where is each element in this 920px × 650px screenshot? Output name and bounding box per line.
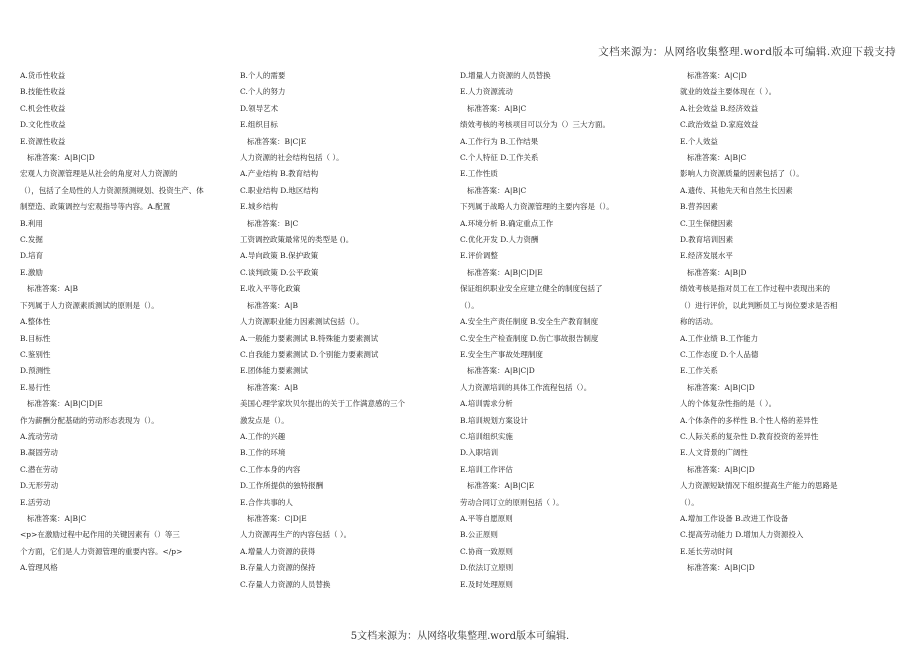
option-line: E.及时处理原则 xyxy=(460,579,513,589)
option-line: D.文化性收益 xyxy=(20,120,66,130)
answer-line: 标准答案：A|B xyxy=(247,382,298,392)
option-line: C.政治效益 D.家庭效益 xyxy=(680,120,759,130)
page-header: 文档来源为：从网络收集整理.word版本可编辑.欢迎下载支持 xyxy=(598,46,896,58)
answer-line: 标准答案：A|B xyxy=(27,284,78,294)
answer-line: 标准答案：A|B|C|E xyxy=(467,481,535,491)
option-line: C.鉴别性 xyxy=(20,349,51,359)
option-line: A.一般能力要素测试 B.特殊能力要素测试 xyxy=(240,333,379,343)
option-line: A.工作的兴趣 xyxy=(240,431,286,441)
question-line: <p>在激励过程中起作用的关键因素有（）等三 xyxy=(20,530,180,540)
question-line: 绩效考核是指对员工在工作过程中表现出来的 xyxy=(680,284,830,294)
option-line: E.团体能力要素测试 xyxy=(240,366,308,376)
option-line: C.协商一致原则 xyxy=(460,546,513,556)
question-line: （）。 xyxy=(460,300,479,310)
question-line: 作为薪酬分配基础的劳动形态表现为（）。 xyxy=(20,415,159,425)
option-line: C.个人的努力 xyxy=(240,87,286,97)
option-line: E.培训工作评估 xyxy=(460,464,513,474)
option-line: C.自我能力要素测试 D.个别能力要素测试 xyxy=(240,349,379,359)
answer-line: 标准答案：B|C xyxy=(247,218,299,228)
option-line: C.培训组织实施 xyxy=(460,431,513,441)
option-line: E.评价调整 xyxy=(460,251,498,261)
question-line: （）进行评价，以此判断员工与岗位要求是否相 xyxy=(680,300,838,310)
option-line: C.存量人力资源的人员替换 xyxy=(240,579,331,589)
option-line: D.无形劳动 xyxy=(20,481,59,491)
option-line: A.工作业绩 B.工作能力 xyxy=(680,333,759,343)
question-line: 人力资源短缺情况下组织提高生产能力的思路是 xyxy=(680,481,838,491)
option-line: A.培训需求分析 xyxy=(460,399,513,409)
option-line: B.工作的环境 xyxy=(240,448,286,458)
answer-line: 标准答案：A|B|C|D xyxy=(687,464,755,474)
option-line: B.营养因素 xyxy=(680,202,718,212)
option-line: D.依法订立原则 xyxy=(460,563,514,573)
answer-line: 标准答案：B|C|E xyxy=(247,136,307,146)
answer-line: 标准答案：A|B|C|D xyxy=(27,153,95,163)
question-line: 保证组织职业安全应建立健全的制度包括了 xyxy=(460,284,603,294)
option-line: B.培训规划方案设计 xyxy=(460,415,528,425)
option-line: D.领导艺术 xyxy=(240,103,279,113)
option-line: C.潜在劳动 xyxy=(20,464,58,474)
option-line: D.教育培训因素 xyxy=(680,235,734,245)
option-line: B.目标性 xyxy=(20,333,51,343)
option-line: E.工作关系 xyxy=(680,366,718,376)
question-line: 人力资源再生产的内容包括（ ）。 xyxy=(240,530,352,540)
answer-line: 标准答案：A|B|C xyxy=(467,185,527,195)
option-line: C.机会性收益 xyxy=(20,103,66,113)
option-line: E.延长劳动时间 xyxy=(680,546,733,556)
answer-line: 标准答案：A|C|D xyxy=(687,71,747,80)
option-line: C.安全生产检查制度 D.伤亡事故报告制度 xyxy=(460,333,599,343)
option-line: A.流动劳动 xyxy=(20,431,58,441)
answer-line: 标准答案：A|B|C|D xyxy=(687,382,755,392)
option-line: D.增量人力资源的人员替换 xyxy=(460,71,551,80)
answer-line: 标准答案：A|B|C xyxy=(467,103,527,113)
option-line: C.谈判政策 D.公平政策 xyxy=(240,267,319,277)
column-3 xyxy=(460,68,670,593)
answer-line: 标准答案：A|B|C|D|E xyxy=(467,267,543,277)
question-line: 工资调控政策最常见的类型是 ()。 xyxy=(240,235,354,245)
option-line: D.工作所提供的独特报酬 xyxy=(240,481,324,491)
question-line: 下列属于战略人力资源管理的主要内容是（）。 xyxy=(460,202,614,212)
option-line: E.经济发展水平 xyxy=(680,251,733,261)
question-line: 就业的效益主要体现在（ ）。 xyxy=(680,87,777,97)
column-4 xyxy=(680,68,900,577)
option-line: E.人文背景的广阔性 xyxy=(680,448,748,458)
column-2 xyxy=(240,68,450,593)
question-line: 绩效考核的考核项目可以分为（）三大方面。 xyxy=(460,120,610,130)
option-line: C.人际关系的复杂性 D.教育投资的差异性 xyxy=(680,431,819,441)
option-line: E.易行性 xyxy=(20,382,51,392)
answer-line: 标准答案：A|B|C|D|E xyxy=(27,399,103,409)
option-line: E.个人效益 xyxy=(680,136,718,146)
question-line: 激发点是（）。 xyxy=(240,415,289,425)
answer-line: 标准答案：C|D|E xyxy=(247,513,307,523)
option-line: B.利用 xyxy=(20,218,43,228)
question-line: 制塑造、政策调控与宏观指导等内容。A.配置 xyxy=(20,202,171,212)
option-line: E.收入平等化政策 xyxy=(240,284,301,294)
question-line: 人力资源的社会结构包括（ ）。 xyxy=(240,153,344,163)
option-line: C.工作本身的内容 xyxy=(240,464,301,474)
option-line: E.激励 xyxy=(20,267,43,277)
option-line: C.卫生保健因素 xyxy=(680,218,733,228)
answer-line: 标准答案：A|B|C|D xyxy=(687,563,755,573)
option-line: A.货币性收益 xyxy=(20,71,66,80)
answer-line: 标准答案：A|B|C xyxy=(687,153,747,163)
page-footer: 5文档来源为：从网络收集整理.word版本可编辑. xyxy=(350,631,570,642)
answer-line: 标准答案：A|B|C|D xyxy=(467,366,535,376)
question-line: 影响人力资源质量的因素包括了（）。 xyxy=(680,169,804,179)
option-line: A.管理风格 xyxy=(20,563,58,573)
option-line: E.组织目标 xyxy=(240,120,278,130)
option-line: A.工作行为 B.工作结果 xyxy=(460,136,539,146)
question-line: 宏观人力资源管理是从社会的角度对人力资源的 xyxy=(20,169,178,179)
option-line: C.工作态度 D.个人品德 xyxy=(680,349,759,359)
option-line: A.导向政策 B.保护政策 xyxy=(240,251,319,261)
question-line: （），包括了全局性的人力资源预测规划、投资生产、体 xyxy=(20,185,204,195)
option-line: C.发掘 xyxy=(20,235,43,245)
option-line: A.增量人力资源的获得 xyxy=(240,546,316,556)
question-line: 美国心理学家坎贝尔提出的关于工作满意感的三个 xyxy=(240,399,405,409)
question-line: 个方面，它们是人力资源管理的重要内容。</p> xyxy=(20,546,183,556)
option-line: A.整体性 xyxy=(20,317,51,327)
option-line: A.社会效益 B.经济效益 xyxy=(680,103,759,113)
option-line: E.资源性收益 xyxy=(20,136,66,146)
option-line: A.安全生产责任制度 B.安全生产教育制度 xyxy=(460,317,599,327)
option-line: B.公正原则 xyxy=(460,530,498,540)
option-line: E.人力资源流动 xyxy=(460,87,513,97)
option-line: C.职业结构 D.地区结构 xyxy=(240,185,319,195)
column-1 xyxy=(20,68,225,577)
option-line: D.预测性 xyxy=(20,366,51,376)
option-line: A.环境分析 B.确定重点工作 xyxy=(460,218,554,228)
option-line: A.遗传、其他先天和自然生长因素 xyxy=(680,185,793,195)
option-line: C.提高劳动能力 D.增加人力资源投入 xyxy=(680,530,804,540)
option-line: A.产业结构 B.教育结构 xyxy=(240,169,319,179)
option-line: C.个人特征 D.工作关系 xyxy=(460,153,539,163)
option-line: A.增加工作设备 B.改进工作设备 xyxy=(680,513,789,523)
option-line: E.合作共事的人 xyxy=(240,497,293,507)
option-line: D.培育 xyxy=(20,251,44,261)
question-line: 人力资源培训的具体工作流程包括（）。 xyxy=(460,382,592,392)
option-line: A.个体条件的多样性 B.个性人格的差异性 xyxy=(680,415,819,425)
option-line: B.技能性收益 xyxy=(20,87,66,97)
answer-line: 标准答案：A|B|D xyxy=(687,267,747,277)
answer-line: 标准答案：A|B xyxy=(247,300,298,310)
option-line: E.活劳动 xyxy=(20,497,51,507)
option-line: E.安全生产事故处理制度 xyxy=(460,349,543,359)
question-line: 人力资源职业能力因素测试包括（）。 xyxy=(240,317,364,327)
question-line: 人的个体复杂性指的是（ ）。 xyxy=(680,399,777,409)
option-line: B.个人的需要 xyxy=(240,71,286,80)
option-line: E.工作性质 xyxy=(460,169,498,179)
option-line: B.存量人力资源的保持 xyxy=(240,563,316,573)
question-line: 劳动合同订立的原则包括（ ）。 xyxy=(460,497,564,507)
question-line: （）。 xyxy=(680,497,699,507)
question-line: 下列属于人力资源素质测试的原则是（）。 xyxy=(20,300,159,310)
option-line: C.优化开发 D.人力资酬 xyxy=(460,235,539,245)
option-line: E.城乡结构 xyxy=(240,202,278,212)
answer-line: 标准答案：A|B|C xyxy=(27,513,87,523)
question-line: 称的活动。 xyxy=(680,317,718,327)
option-line: B.凝固劳动 xyxy=(20,448,58,458)
option-line: A.平等自愿原则 xyxy=(460,513,513,523)
option-line: D.入职培训 xyxy=(460,448,499,458)
